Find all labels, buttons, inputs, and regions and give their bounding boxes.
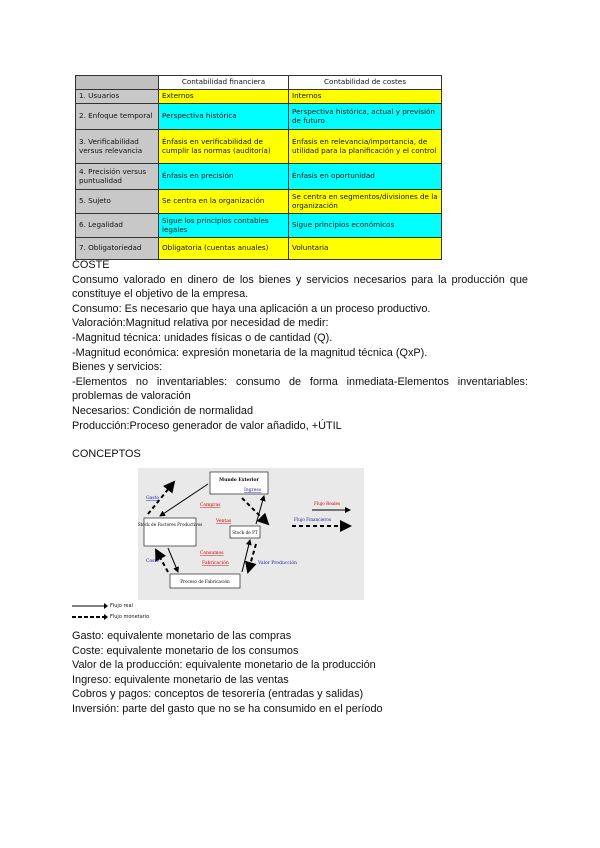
box-proceso-label: Proceso de Fabricación xyxy=(180,579,230,584)
definition-cobros-pagos: Cobros y pagos: conceptos de tesorería (entradas y salidas) xyxy=(72,688,364,701)
coste-line: Necesarios: Condición de normalidad xyxy=(72,404,254,417)
arrow-ingreso-monetario xyxy=(242,498,268,524)
row-label: 5. Sujeto xyxy=(76,190,159,214)
legend-real-label: Flujo real xyxy=(110,603,133,609)
table-header-costes: Contabilidad de costes xyxy=(289,76,442,90)
definition-valor-produccion: Valor de la producción: equivalente monetario de la producción xyxy=(72,659,376,672)
definition-inversion: Inversión: parte del gasto que no se ha consumido en el período xyxy=(72,702,383,715)
coste-line: Bienes y servicios: xyxy=(72,361,163,374)
cell-financiera: Externos xyxy=(159,90,289,104)
row-label: 4. Precisión versus puntualidad xyxy=(76,164,159,190)
table-row xyxy=(76,90,442,104)
coste-section xyxy=(72,258,528,462)
row-label: 3. Verificabilidad versus relevancia xyxy=(76,130,159,164)
table-row xyxy=(76,104,442,130)
arrow-valor-produccion-monetario xyxy=(248,544,256,572)
row-label: 6. Legalidad xyxy=(76,214,159,238)
cell-costes: Voluntaria xyxy=(289,238,442,260)
table-header-financiera: Contabilidad financiera xyxy=(159,76,289,90)
label-flujo-financieros: Flujo Financieros xyxy=(294,517,332,522)
table-row xyxy=(76,130,442,164)
table-header-row xyxy=(76,76,442,90)
cell-costes: Internos xyxy=(289,90,442,104)
cell-financiera: Perspectiva histórica xyxy=(159,104,289,130)
label-ventas: Ventas xyxy=(216,519,232,524)
cell-financiera: Énfasis en verificabilidad de cumplir las normas (auditoría) xyxy=(159,130,289,164)
conceptos-heading: CONCEPTOS xyxy=(72,448,141,461)
label-ingreso: Ingreso xyxy=(244,488,262,493)
label-consumos: Consumos xyxy=(200,551,224,556)
row-label: 2. Enfoque temporal xyxy=(76,104,159,130)
coste-line: Producción:Proceso generador de valor añadido, +ÚTIL xyxy=(72,419,342,432)
cell-costes: Énfasis en oportunidad xyxy=(289,164,442,190)
flow-diagram xyxy=(138,468,364,600)
arrow-consumos-real xyxy=(168,548,178,572)
coste-line: problemas de valoración xyxy=(72,390,191,403)
box-stock-pt xyxy=(230,526,260,538)
coste-line: -Elementos no inventariables: consumo de forma inmediata-Elementos inventariables: xyxy=(72,375,528,388)
label-coste: Coste xyxy=(146,559,159,564)
coste-line: Consumo: Es necesario que haya una aplicación a un proceso productivo. xyxy=(72,302,431,315)
label-flujo-reales: Flujo Reales xyxy=(314,501,341,506)
table-row xyxy=(76,164,442,190)
label-compras: Compras xyxy=(200,503,221,508)
coste-line: -Magnitud técnica: unidades físicas o de cantidad (Q). xyxy=(72,331,333,344)
cell-costes: Énfasis en relevancia/importancia, de utilidad para la planificación y el control xyxy=(289,130,442,164)
box-stock-factores xyxy=(138,518,202,546)
row-label: 7. Obligatoriedad xyxy=(76,238,159,260)
label-fabricacion: Fabricación xyxy=(202,561,229,566)
cell-financiera: Énfasis en precisión xyxy=(159,164,289,190)
cell-financiera: Se centra en la organización xyxy=(159,190,289,214)
coste-line: -Magnitud económica: expresión monetaria de la magnitud técnica (QxP). xyxy=(72,346,428,359)
coste-line: Consumo valorado en dinero de los bienes y servicios necesarios para la producción que xyxy=(72,273,528,286)
coste-heading: COSTE xyxy=(72,259,110,271)
table-row xyxy=(76,238,442,260)
cell-financiera: Sigue los principios contables legales xyxy=(159,214,289,238)
definition-gasto: Gasto: equivalente monetario de las compras xyxy=(72,630,292,642)
definition-ingreso: Ingreso: equivalente monetario de las ventas xyxy=(72,673,289,686)
box-stock-pt-label: Stock de PT xyxy=(232,530,258,535)
definitions-list xyxy=(72,629,528,717)
label-valor-produccion: Valor Producción xyxy=(258,561,298,566)
table-row xyxy=(76,190,442,214)
table-row xyxy=(76,214,442,238)
legend-monetario-label: Flujo monetario xyxy=(110,614,150,620)
label-gasto: Gasto xyxy=(146,496,160,501)
cell-costes: Perspectiva histórica, actual y previsión de futuro xyxy=(289,104,442,130)
comparison-table xyxy=(75,75,442,260)
definition-coste: Coste: equivalente monetario de los consumos xyxy=(72,644,299,657)
cell-costes: Sigue principios económicos xyxy=(289,214,442,238)
row-label: 1. Usuarios xyxy=(76,90,159,104)
table-header-blank xyxy=(76,76,159,90)
coste-line: Valoración:Magnitud relativa por necesidad de medir: xyxy=(72,317,329,330)
coste-line: constituye el objetivo de la empresa. xyxy=(72,288,249,301)
legend-monetario-arrow xyxy=(72,614,108,620)
legend-real-arrow xyxy=(72,603,108,609)
cell-costes: Se centra en segmentos/divisiones de la organización xyxy=(289,190,442,214)
cell-financiera: Obligatoria (cuentas anuales) xyxy=(159,238,289,260)
box-proceso-fabricacion xyxy=(170,574,240,588)
box-mundo-label: Mundo Exterior xyxy=(219,478,259,483)
box-stock-factores-label: Stock de Factores Productivos xyxy=(138,522,203,527)
